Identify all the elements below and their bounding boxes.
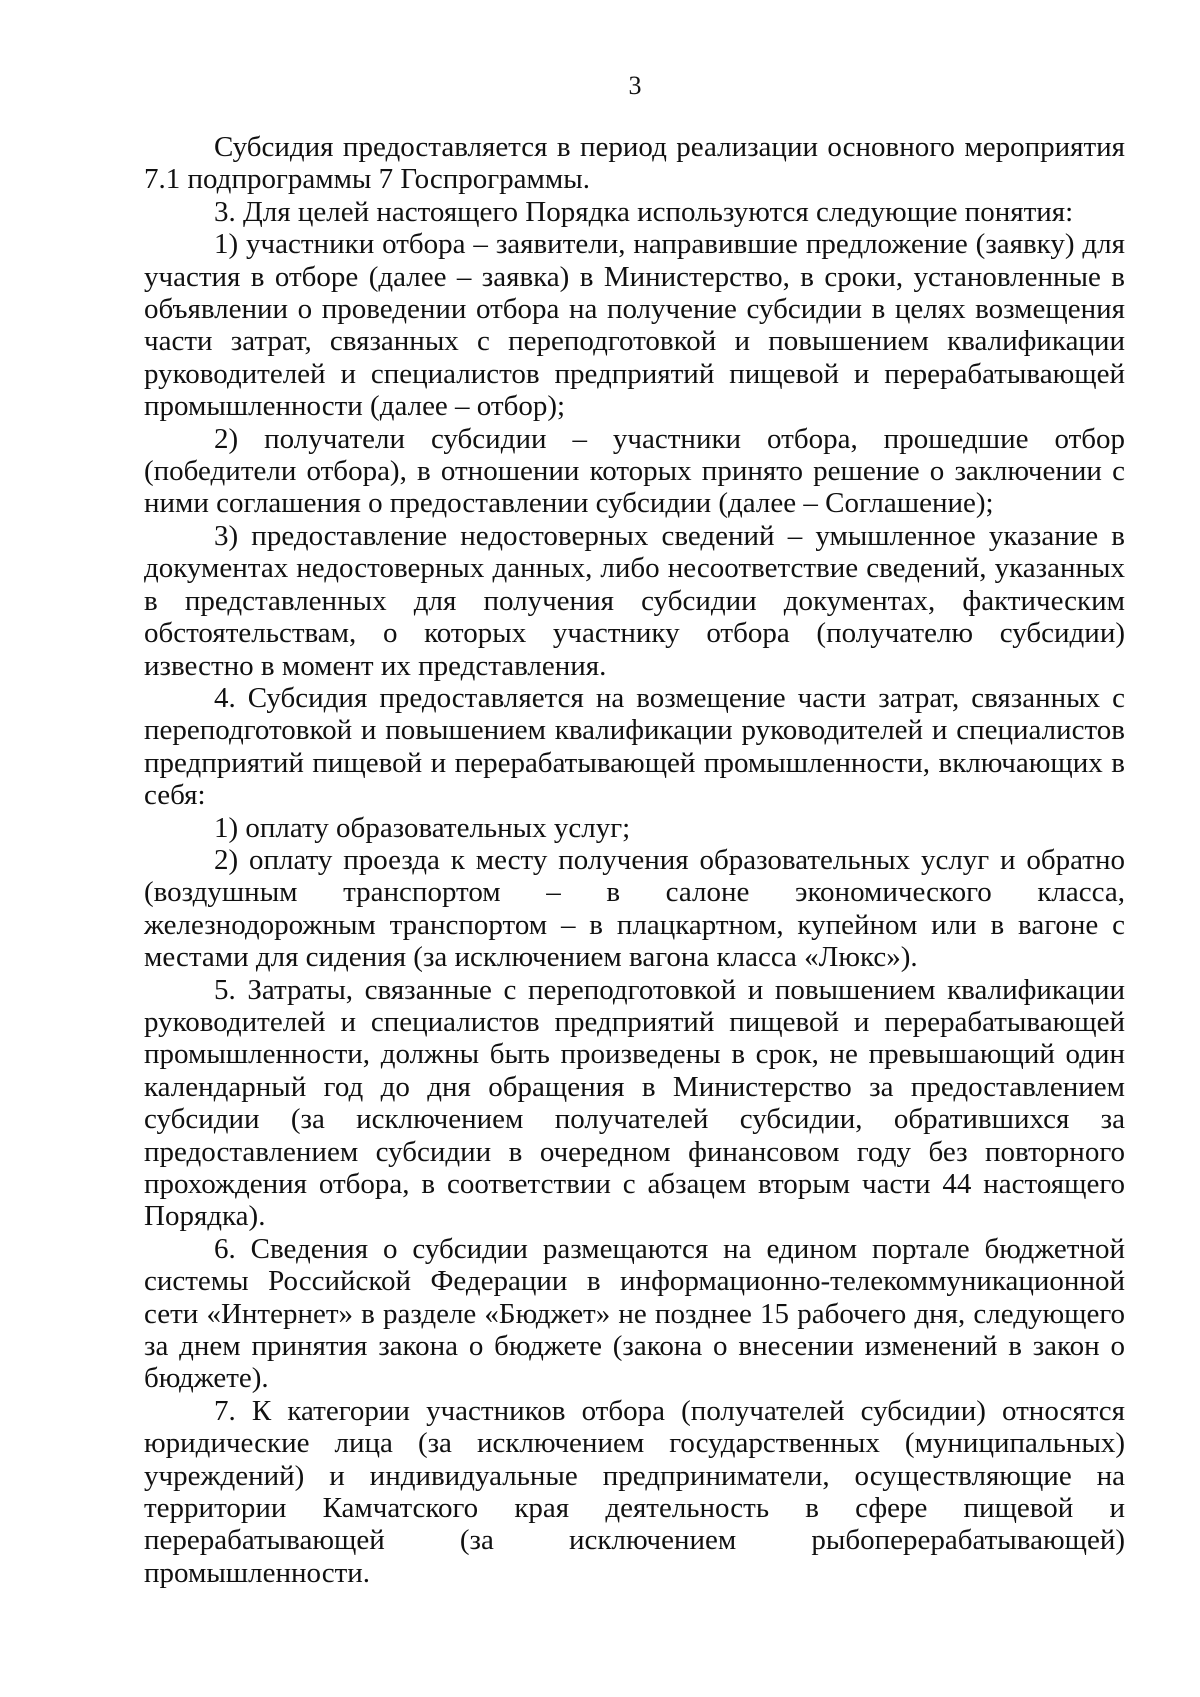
paragraph-6-publication: 6. Сведения о субсидии размещаются на едином портале бюджетной системы Российской Федерации в информационно-телекоммуникационной сети «Интернет» в разделе «Бюджет» не позднее 15 рабочего дня, следующего за днем принятия закона о бюджете (закона о внесении изменений в закон о бюджете). — [144, 1232, 1125, 1395]
paragraph-4-1-education: 1) оплату образовательных услуг; — [214, 811, 631, 844]
page-number: 3 — [628, 71, 642, 100]
paragraph-4-2-travel: 2) оплату проезда к месту получения образовательных услуг и обратно (воздушным транспортом – в салоне экономического класса, железнодорожным транспортом – в плацкартном, купейном или в вагоне с местами для сидения (за исключением вагона класса «Люкс»). — [144, 843, 1125, 974]
paragraph-5-costs-term: 5. Затраты, связанные с переподготовкой и повышением квалификации руководителей и специалистов предприятий пищевой и перерабатывающей промышленности, должны быть произведены в срок, не превышающий один календарный год до дня обращения в Министерство за предоставлением субсидии (за исключением получателей субсидии, обратившихся за предоставлением субсидии в очередном финансовом году без повторного прохождения отбора, в соответствии с абзацем вторым части 44 настоящего Порядка). — [144, 973, 1125, 1233]
paragraph-3-3-false-info: 3) предоставление недостоверных сведений – умышленное указание в документах недостоверных данных, либо несоответствие сведений, указанных в представленных для получения субсидии документах, фактическим обстоятельствам, о которых участнику отбора (получателю субсидии) известно в момент их представления. — [144, 519, 1125, 682]
paragraph-subsidy-period: Субсидия предоставляется в период реализации основного мероприятия 7.1 подпрограммы 7 Госпрограммы. — [144, 131, 1125, 196]
paragraph-3-2-recipients: 2) получатели субсидии – участники отбора, прошедшие отбор (победители отбора), в отношении которых принято решение о заключении с ними соглашения о предоставлении субсидии (далее – Соглашение); — [144, 422, 1125, 520]
document-body — [144, 131, 1125, 1589]
paragraph-4-reimbursement: 4. Субсидия предоставляется на возмещение части затрат, связанных с переподготовкой и повышением квалификации руководителей и специалистов предприятий пищевой и перерабатывающей промышленности, включающих в себя: — [144, 681, 1125, 812]
paragraph-3-definitions: 3. Для целей настоящего Порядка используются следующие понятия: — [214, 195, 1074, 228]
paragraph-7-categories: 7. К категории участников отбора (получателей субсидии) относятся юридические лица (за исключением государственных (муниципальных) учреждений) и индивидуальные предприниматели, осуществляющие на территории Камчатского края деятельность в сфере пищевой и перерабатывающей (за исключением рыбоперерабатывающей) промышленности. — [144, 1394, 1125, 1589]
paragraph-3-1-participants: 1) участники отбора – заявители, направившие предложение (заявку) для участия в отборе (далее – заявка) в Министерство, в сроки, установленные в объявлении о проведении отбора на получение субсидии в целях возмещения части затрат, связанных с переподготовкой и повышением квалификации руководителей и специалистов предприятий пищевой и перерабатывающей промышленности (далее – отбор); — [144, 228, 1125, 423]
